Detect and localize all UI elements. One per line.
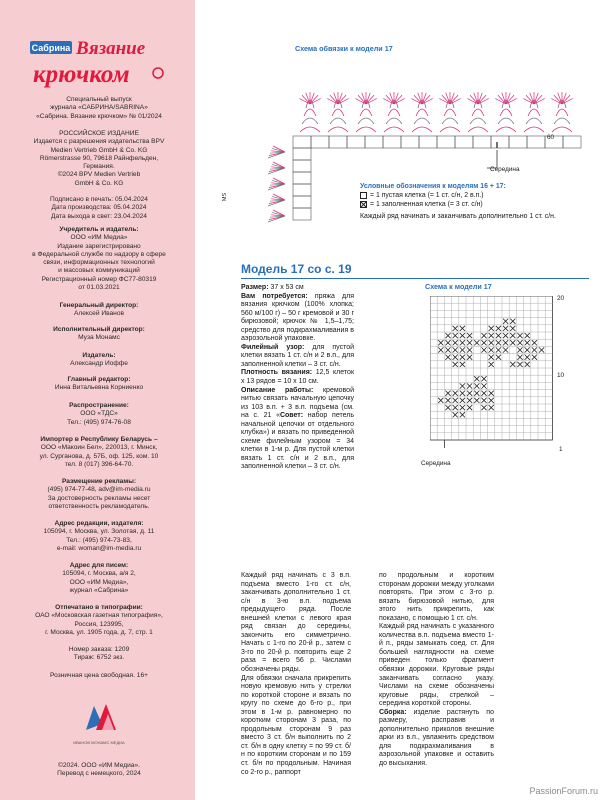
text-column-3: по продольным и коротким сторонам дорожки между уголками повторять. При этом с 3-го р. вязать бирюзовой нитью, для этого нить прикрепить, как показано, с помощью 1 ст. с/н. Каждый ряд начинать с указанного количества в.п. подъема вместо 1-й п., ряды замыкать соед. ст. Для большей наглядности на схеме приведен только фрагмент обвязки дорожки. Круговые ряды заканчивать согласно указу. Числами на схеме обозначены круговые ряды, стрелкой – середина короткой стороны. Сборка: изделие растянуть по размеру, расправив и дополнительно приколов внешние арки из в.п., увлажнить средством для подкрахмаливания в аэрозольной упаковке и оставить до высыхания. — [379, 572, 494, 768]
filet-center-label: Середина — [421, 460, 451, 467]
watermark: PassionForum.ru — [529, 786, 598, 796]
legend-empty-text: = 1 пустая клетка (= 1 ст. с/н, 2 в.п.) — [370, 192, 484, 199]
filled-cell-icon — [360, 201, 367, 208]
edition-block: Специальный выпуск журнала «САБРИНА/SABRINA» «Сабрина. Вязание крючком» № 01/2024 — [36, 96, 162, 120]
legend — [360, 182, 560, 221]
model-title-rule — [241, 278, 589, 279]
filet-label-20: 20 — [557, 295, 565, 302]
chief-editor-block: Главный редактор: Инна Витальевна Корниенко — [54, 376, 144, 392]
printing-block: Отпечатано в типографии: ОАО «Московская газетная типография», Россия, 123995, г. Москва, ул. 1905 года, д. 7, стр. 1 — [35, 604, 163, 636]
legend-title: Условные обозначения к моделям 16 + 17: — [360, 183, 506, 190]
price-line: Розничная цена свободная. 16+ — [50, 672, 148, 679]
logo-line1: Вязание — [76, 38, 146, 59]
edging-ms-label: MS — [222, 192, 229, 202]
empty-cell-icon — [360, 192, 367, 199]
text-column-1: Размер: 37 х 53 см Вам потребуется: пряжа для вязания крючком (100% хлопка; 560 м/100 г) – 50 г кремовой и 30 г бирюзовой; крючок № 1,5–1,75; средство для подкрахмаливания в аэрозольной упаковке. Филейный узор: для пустой клетки вязать 1 ст. с/н и 2 в.п., для заполненной клетки – 3 ст. с/н. Плотность вязания: 12,5 клеток х 13 рядов = 10 х 10 см. Описание работы: кремовой нитью связать начальную цепочку из 103 в.п. + 3 в.п. подъема (см. на с. 21 «Совет: набор петель начальной цепочки от отдельного клубка») и вязать по приведенной схеме филейным узором = 34 клетки в 1-м р. Для пустой клетки вязать 1 ст. с/н и 2 в.п., для заполненной клетки – 3 ст. с/н. — [241, 284, 355, 471]
content-area — [195, 0, 604, 800]
mail-address-block: Адрес для писем: 105094, г. Москва, а/я 2, ООО «ИМ Медиа», журнал «Сабрина» — [62, 562, 136, 594]
distribution-block: Распространение: ООО «ТДС» Тел.: (495) 974-76-08 — [67, 402, 131, 426]
gd-block: Генеральный директор: Алексей Иванов — [59, 302, 139, 318]
masthead-sidebar — [0, 0, 195, 800]
dates-block: Подписано в печать: 05.04.2024 Дата производства: 05.04.2024 Дата выхода в свет: 23.04.2024 — [50, 196, 148, 220]
editorial-address-block: Адрес редакции, издателя: 105094, г. Москва, ул. Золотая, д. 11 Тел.: (495) 974-73-83, e-mail: woman@im-media.ru — [43, 520, 155, 552]
filet-chart — [430, 296, 570, 466]
model-title: Модель 17 со с. 19 — [241, 262, 352, 276]
publisher-logo-icon — [82, 698, 122, 738]
order-block: Номер заказа: 1209 Тираж: 6752 экз. — [68, 646, 130, 662]
copyright-block: ©2024. ООО «ИМ Медиа». Перевод с немецкого, 2024 — [57, 762, 141, 778]
edging-center-label: Середина — [490, 166, 520, 173]
legend-note: Каждый ряд начинать и заканчивать дополнительно 1 ст. с/н. — [360, 213, 556, 220]
legend-row-filled — [360, 200, 560, 209]
text-column-2: Каждый ряд начинать с 3 в.п. подъема вместо 1-го ст. с/н, заканчивать дополнительно 1 ст. с/н в 3-ю в.п. подъема предыдущего ряда. После внешней клетки с левого края ряд связан до середины, закончить его симметрично. Начать с 1-го по 20-й р., затем с 3-го по 20-й р. повторить еще 2 раза = всего 56 р. Числами обозначены ряды. Для обвязки сначала прикрепить новую кремовую нить у стрелки по короткой стороне и вязать по кругу по схеме до 6-го р., при этом в 1-м р. равномерно по коротким сторонам 3 раза, по продольным сторонам 9 раз вместо 3 ст. б/н выполнить по 2 ст. б/н в одну клетку = по 99 ст. б/н по коротким сторонам и по 159 ст. б/н по продольным. Начиная со 2-го р., раппорт — [241, 572, 351, 776]
logo-badge: Сабрина — [31, 43, 71, 53]
exec-director-block: Исполнительный директор: Муза Монамс — [53, 326, 145, 342]
ads-block: Размещение рекламы: (495) 974-77-48, adv@im-media.ru За достоверность рекламы несет ответственность рекламодатель. — [47, 478, 151, 510]
edging-chart-title: Схема обвязки к модели 17 — [295, 44, 393, 53]
filet-label-10: 10 — [557, 372, 565, 379]
publisher-block: Издатель: Александр Иоффе — [70, 352, 128, 368]
filet-chart-title: Схема к модели 17 — [425, 282, 492, 291]
filet-label-1: 1 — [559, 446, 563, 453]
founder-block: Учредитель и издатель: ООО «ИМ Медиа» Издание зарегистрировано в Федеральной службе по надзору в сфере связи, информационных технологий и массовых коммуникаций Регистрационный номер ФС77-80319 от 01.03.2021 — [32, 226, 166, 292]
license-block: РОССИЙСКОЕ ИЗДАНИЕ Издается с разрешения издательства BPV Medien Vertrieb GmbH & Co. KG Römerstrasse 90, 79618 Райнфельден, Германия. ©2024 BPV Medien Vertrieb GmbH & Co. KG — [33, 130, 165, 187]
legend-row-empty — [360, 191, 560, 200]
legend-filled-text: = 1 заполненная клетка (= 3 ст. с/н) — [370, 201, 483, 208]
magazine-logo — [30, 38, 180, 90]
publisher-logo-caption: ИВАНОВ МОНАМС МЕДИА — [73, 740, 125, 745]
logo-line2: крючком — [33, 61, 130, 88]
edging-row-label: 60 — [547, 134, 555, 141]
importer-block: Импортер в Республику Беларусь – ООО «Макоин Бел», 220013, г. Минск, ул. Сурганова, д. 57Б, оф. 125, ком. 10 тел. 8 (017) 396-64-70. — [39, 436, 159, 468]
